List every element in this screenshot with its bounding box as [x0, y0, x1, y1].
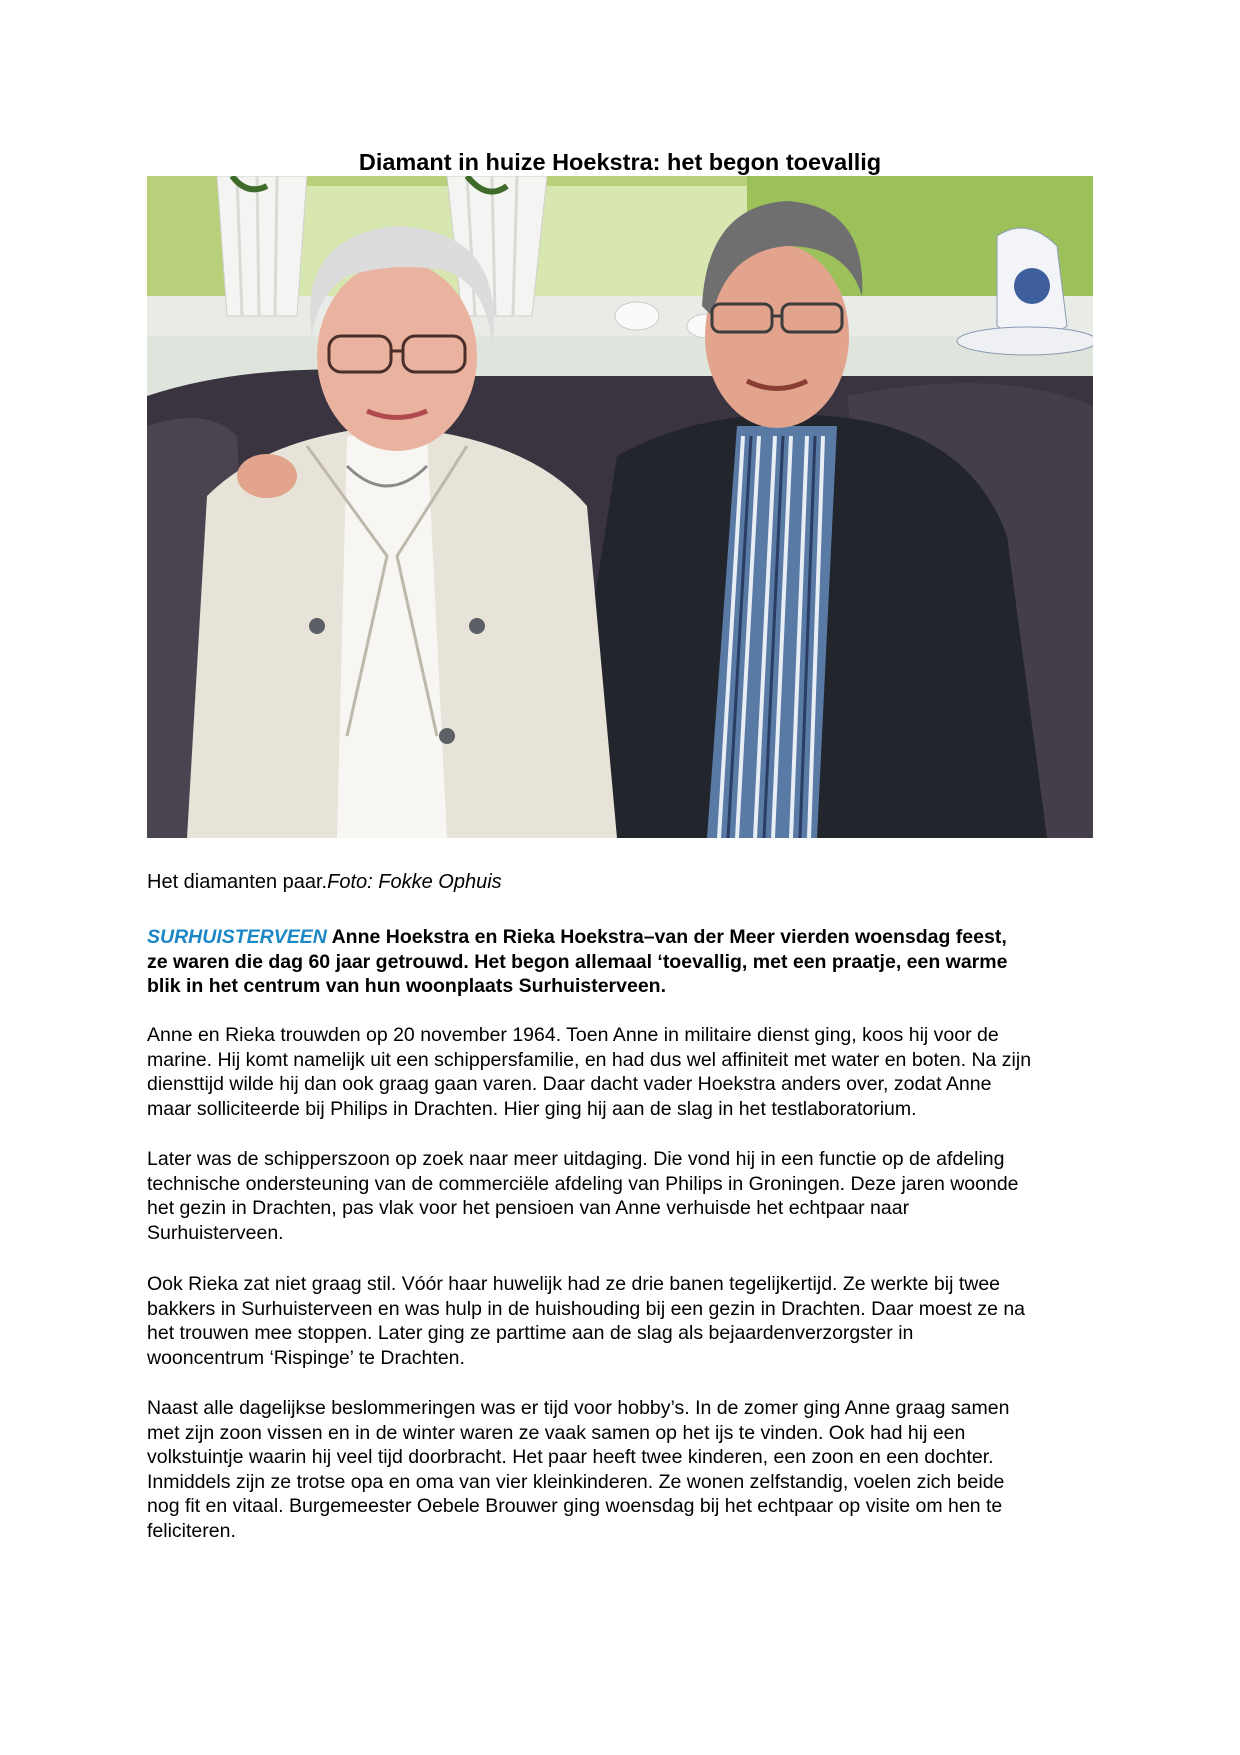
lead-line — [147, 925, 1093, 950]
dateline-place: SURHUISTERVEEN — [147, 926, 327, 948]
lead-paragraph — [147, 925, 1093, 999]
body-line: Naast alle dagelijkse beslommeringen was er tijd voor hobby’s. In de zomer ging Anne graag samen — [147, 1397, 1010, 1419]
caption-text: Het diamanten paar. — [147, 871, 328, 893]
body-line: Ook Rieka zat niet graag stil. Vóór haar huwelijk had ze drie banen tegelijkertijd. Ze werkte bij twee — [147, 1273, 1001, 1295]
body-line: het trouwen mee stoppen. Later ging ze parttime aan de slag als bejaardenverzorgster in — [147, 1322, 914, 1344]
body-line: diensttijd wilde hij dan ook graag gaan varen. Daar dacht vader Hoekstra anders over, zodat Anne — [147, 1073, 992, 1095]
article-title: Diamant in huize Hoekstra: het begon toevallig — [358, 149, 882, 175]
body-line: Anne en Rieka trouwden op 20 november 1964. Toen Anne in militaire dienst ging, koos hij voor de — [147, 1024, 999, 1046]
body-line: marine. Hij komt namelijk uit een schippersfamilie, en had dus wel affiniteit met water en boten. Na zijn — [147, 1048, 1032, 1071]
body-line: Later was de schipperszoon op zoek naar meer uitdaging. Die vond hij in een functie op de afdeling — [147, 1148, 1005, 1170]
article-photo — [147, 176, 1093, 838]
body-line: met zijn zoon vissen en in de winter waren ze vaak samen op het ijs te vinden. Ook had hij een — [147, 1421, 966, 1444]
body-line: nog fit en vitaal. Burgemeester Oebele Brouwer ging woensdag bij het echtpaar op visite om hen te — [147, 1495, 1003, 1517]
photo-credit: Foto: Fokke Ophuis — [327, 871, 502, 893]
body-line: feliciteren. — [147, 1519, 236, 1542]
body-line: Surhuisterveen. — [147, 1221, 284, 1244]
body-line: het gezin in Drachten, pas vlak voor het pensioen van Anne verhuisde het echtpaar naar — [147, 1197, 910, 1219]
lead-line-text: Anne Hoekstra en Rieka Hoekstra–van der Meer vierden woensdag feest, — [326, 926, 1007, 948]
lead-line: blik in het centrum van hun woonplaats Surhuisterveen. — [147, 975, 667, 997]
body-line: bakkers in Surhuisterveen en was hulp in de huishouding bij een gezin in Drachten. Daar moest ze na — [147, 1297, 1026, 1320]
body-paragraph-3 — [147, 1272, 1093, 1370]
lead-line: ze waren die dag 60 jaar getrouwd. Het begon allemaal ‘toevallig, met een praatje, een warme — [147, 950, 1008, 973]
body-line: maar solliciteerde bij Philips in Drachten. Hier ging hij aan de slag in het testlaboratorium. — [147, 1097, 917, 1120]
body-line: technische ondersteuning van de commerciële afdeling van Philips in Groningen. Deze jaren woonde — [147, 1172, 1019, 1195]
body-paragraph-2 — [147, 1147, 1093, 1245]
body-line: volkstuintje waarin hij veel tijd doorbracht. Het paar heeft twee kinderen, een zoon en een dochter. — [147, 1446, 994, 1468]
body-paragraph-1 — [147, 1023, 1093, 1121]
body-paragraph-4 — [147, 1396, 1093, 1543]
photo-caption — [147, 870, 502, 894]
body-line: Inmiddels zijn ze trotse opa en oma van vier kleinkinderen. Ze wonen zelfstandig, voelen zich beide — [147, 1470, 1005, 1493]
body-line: wooncentrum ‘Rispinge’ te Drachten. — [147, 1346, 465, 1369]
